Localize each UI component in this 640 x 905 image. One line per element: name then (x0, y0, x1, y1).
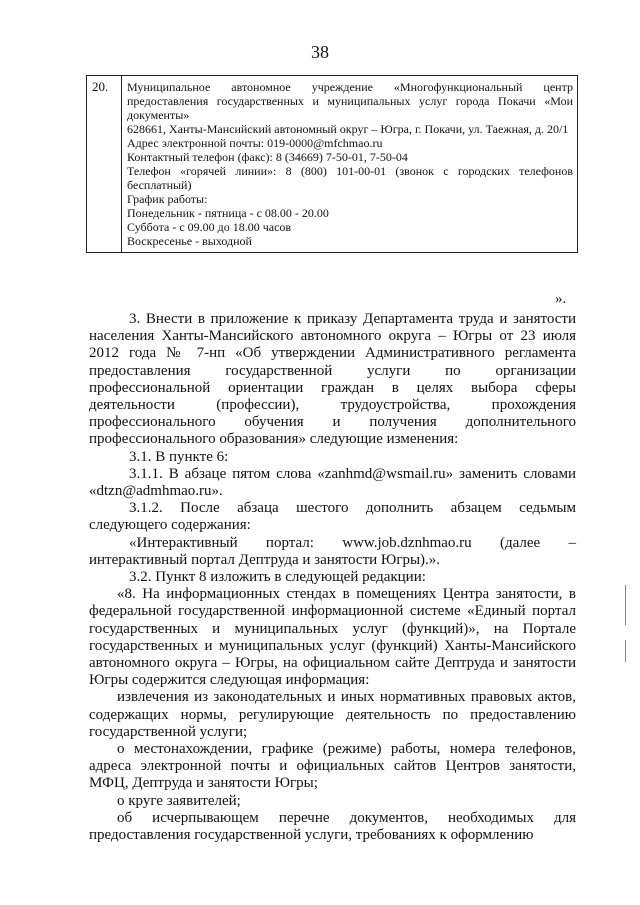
organization-email: Адрес электронной почты: 019-0000@mfchmao.ru (127, 136, 383, 150)
paragraph-portal-quote: «Интерактивный портал: www.job.dznhmao.ru (далее – интерактивный портал Дептруда и занятости Югры).». (89, 534, 576, 568)
paragraph-item-3-1: 3.1. В пункте 6: (129, 448, 229, 465)
paragraph-excerpts: извлечения из законодательных и иных нормативных правовых актов, содержащих нормы, регулирующие деятельность по предоставлению государственной услуги; (89, 689, 576, 740)
schedule-saturday: Суббота - с 09.00 до 18.00 часов (127, 220, 292, 234)
paragraph-item-3-2: 3.2. Пункт 8 изложить в следующей редакции: (129, 569, 426, 586)
paragraph-applicants: о круге заявителей; (117, 792, 241, 809)
paragraph-item-8: «8. На информационных стендах в помещениях Центра занятости, в федеральной государственной информационной системе «Единый портал государственных и муниципальных услуг (функций)», на Портале государственных и муниципальных услуг (функций) Ханты-Мансийского автономного округа – Югры, на официальном сайте Дептруда и занятости Югры содержится следующая информация: (89, 586, 576, 689)
schedule-weekdays: Понедельник - пятница - с 08.00 - 20.00 (127, 206, 329, 220)
scan-edge-mark (625, 640, 626, 662)
closing-quote: ». (555, 291, 567, 307)
paragraph-item-3: 3. Внести в приложение к приказу Департамента труда и занятости населения Ханты-Мансийского автономного округа – Югры от 23 июля 2012 года № 7-нп «Об утверждении Административного регламента предоставления государственной услуги по организации профессиональной ориентации граждан в целях выбора сферы деятельности (профессии), трудоустройства, прохождения профессионального обучения и получения дополнительного профессионального образования» следующие изменения: (89, 311, 576, 448)
paragraph-item-3-1-1: 3.1.1. В абзаце пятом слова «zanhmd@wsmail.ru» заменить словами «dtzn@admhmao.ru». (89, 465, 576, 500)
schedule-heading: График работы: (127, 192, 208, 206)
scan-edge-mark (625, 585, 626, 625)
table-row (87, 76, 578, 253)
paragraph-item-3-1-2: 3.1.2. После абзаца шестого дополнить абзацем седьмым следующего содержания: (89, 500, 576, 534)
organization-table (86, 75, 578, 253)
organization-details (122, 76, 578, 253)
paragraph-location: о местонахождении, графике (режиме) работы, номера телефонов, адреса электронной почты и официальных сайтов Центров занятости, МФЦ, Дептруда и занятости Югры; (89, 741, 576, 792)
organization-address: 628661, Ханты-Мансийский автономный округ – Югра, г. Покачи, ул. Таежная, д. 20/1 (127, 122, 569, 136)
schedule-sunday: Воскресенье - выходной (127, 234, 252, 248)
paragraph-documents: об исчерпывающем перечне документов, необходимых для предоставления государственной услуги, требованиях к оформлению (89, 809, 576, 844)
document-body (89, 311, 576, 844)
organization-phone: Контактный телефон (факс): 8 (34669) 7-50-01, 7-50-04 (127, 150, 408, 164)
row-number: 20. (87, 76, 122, 253)
page-number: 38 (311, 42, 329, 62)
organization-name: Муниципальное автономное учреждение «Многофункциональный центр предоставления государственных и муниципальных услуг города Покачи «Мои документы» (127, 80, 573, 122)
organization-hotline: Телефон «горячей линии»: 8 (800) 101-00-01 (звонок с городских телефонов бесплатный) (127, 164, 573, 192)
